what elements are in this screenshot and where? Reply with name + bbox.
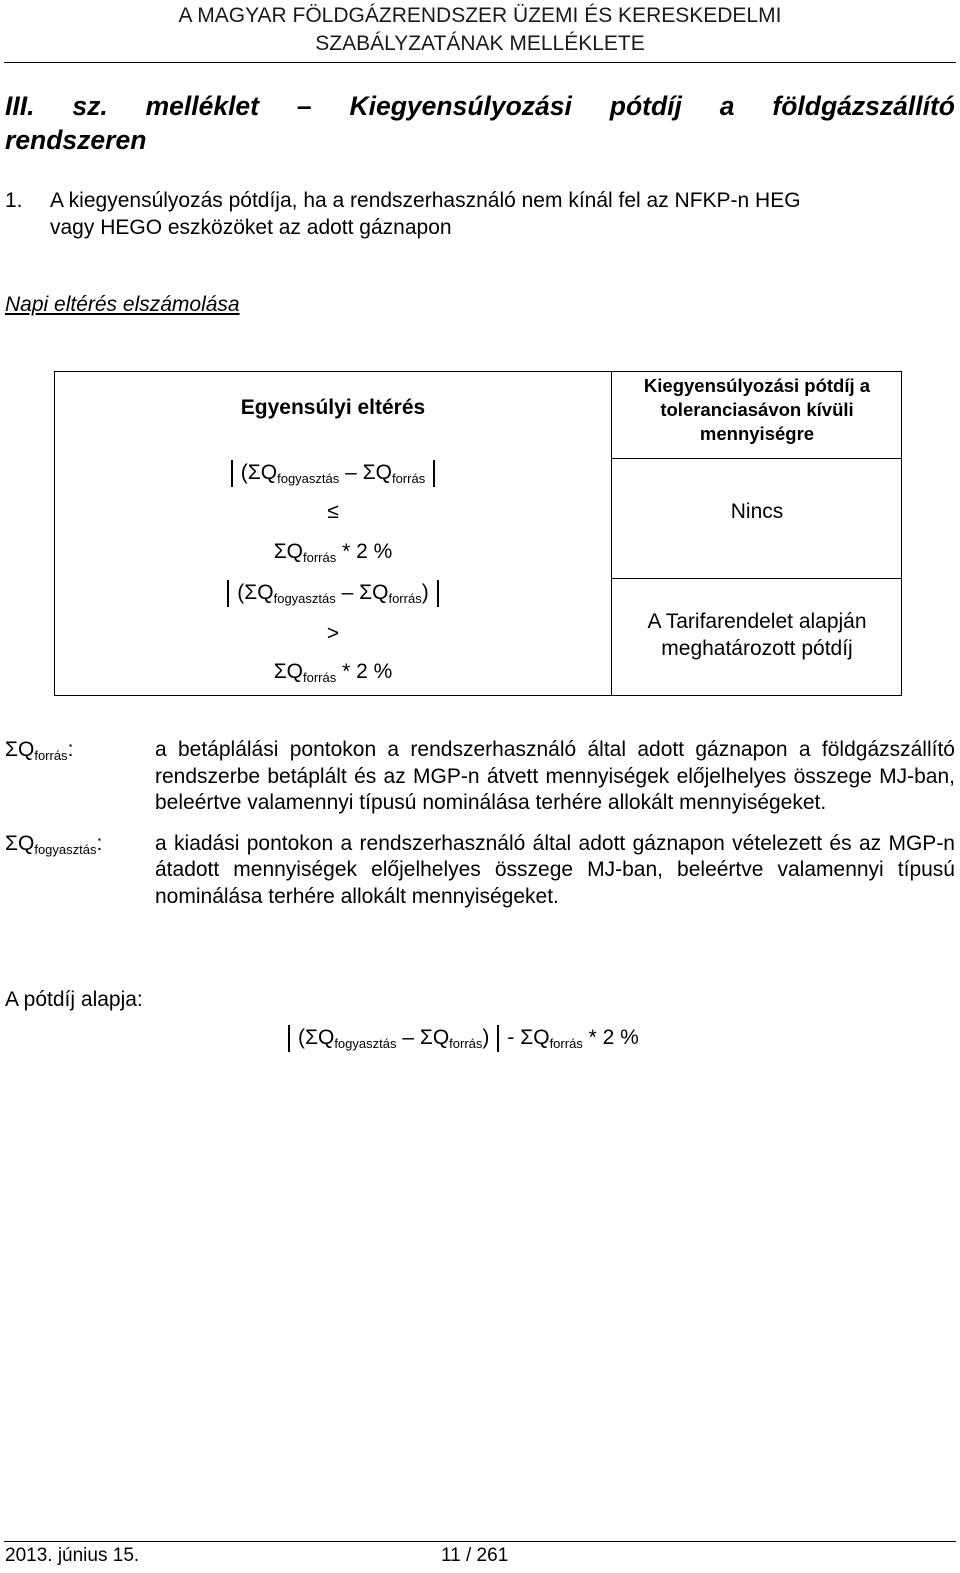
definition-text: a betáplálási pontokon a rendszerhasználó által adott gáznapon a földgázszállító rendszerbe betáplált és az MGP-n átvett mennyiségek előjelhelyes összege MJ-ban, beleértve valamennyi típusú nominálása terhére allokált mennyiségeket. — [155, 738, 955, 814]
definition-fogyasztas — [5, 831, 955, 911]
section-number: 1. — [5, 189, 23, 212]
formula-row2-line1: $(\Sigma Q_{fogyasztás} - \Sigma Q_{forrás})$ — [55, 580, 611, 607]
title-word: földgázszállító — [772, 91, 955, 121]
abs-bar — [437, 580, 439, 607]
abs-bar — [433, 460, 435, 487]
formula-row1-line3: $\Sigma Q_{forrás} * 2$ % — [273, 540, 393, 565]
section-heading — [5, 187, 925, 241]
abs-bar — [231, 460, 233, 487]
subheading: Napi eltérés elszámolása — [5, 293, 240, 316]
title-word: III. — [5, 91, 35, 121]
basis-label: A pótdíj alapja: — [5, 988, 143, 1011]
header-line-1: A MAGYAR FÖLDGÁZRENDSZER ÜZEMI ÉS KERESKEDELMI — [178, 4, 782, 27]
title-word: sz. — [72, 91, 108, 121]
column-header-imbalance: Egyensúlyi eltérés — [240, 396, 426, 419]
title-line-2: rendszeren — [5, 125, 147, 155]
title-word: melléklet — [145, 91, 259, 121]
table-row-divider — [611, 458, 901, 459]
title-word: a — [719, 91, 735, 121]
footer-page-number: 11 / 261 — [441, 1545, 509, 1566]
definitions — [5, 737, 955, 924]
definition-term: $\Sigma Q_{forrás}$: — [5, 738, 74, 763]
footer-date: 2013. június 15. — [5, 1545, 140, 1566]
footer-divider — [4, 1541, 956, 1542]
row2-result: A Tarifarendelet alapján meghatározott pótdíj — [647, 610, 867, 660]
column-header-surcharge: Kiegyensúlyozási pótdíj a toleranciasávon kívüli mennyiségre — [643, 375, 871, 444]
abs-bar — [227, 580, 229, 607]
abs-bar — [497, 1025, 499, 1052]
section-line-1: A kiegyensúlyozás pótdíja, ha a rendszerhasználó nem kínál fel az NFKP-n HEG — [50, 189, 801, 212]
title-word: pótdíj — [609, 91, 682, 121]
definition-forras — [5, 737, 955, 817]
basis-formula: $(\Sigma Q_{fogyasztás} - \Sigma Q_{forrás}) - \Sigma Q_{forrás} * 2$ % — [280, 1025, 639, 1052]
row1-result: Nincs — [730, 500, 784, 523]
table-row-divider — [611, 578, 901, 579]
gt-sign: > — [326, 622, 340, 645]
header-line-2: SZABÁLYZATÁNAK MELLÉKLETE — [315, 32, 645, 55]
section-line-2: vagy HEGO eszközöket az adott gáznapon — [50, 216, 452, 239]
leq-sign: ≤ — [327, 500, 339, 523]
definition-text: a kiadási pontokon a rendszerhasználó által adott gáznapon vételezett és az MGP-n átadott mennyiségek előjelhelyes összege MJ-ban, beleértve valamennyi típusú nominálása terhére allokált mennyiségeket. — [155, 831, 955, 908]
document-header — [0, 2, 960, 58]
title-word: Kiegyensúlyozási — [349, 91, 572, 121]
title-word: – — [296, 91, 312, 121]
appendix-title — [5, 89, 955, 157]
header-divider — [4, 62, 956, 63]
formula-row2-line3: $\Sigma Q_{forrás} * 2$ % — [273, 660, 393, 685]
formula-row1-line1: ($\Sigma Q_{fogyasztás} - \Sigma Q_{forrás}$ — [55, 460, 611, 487]
balancing-table — [54, 371, 902, 696]
abs-bar — [288, 1025, 290, 1052]
definition-term: $\Sigma Q_{fogyasztás}$: — [5, 831, 103, 857]
